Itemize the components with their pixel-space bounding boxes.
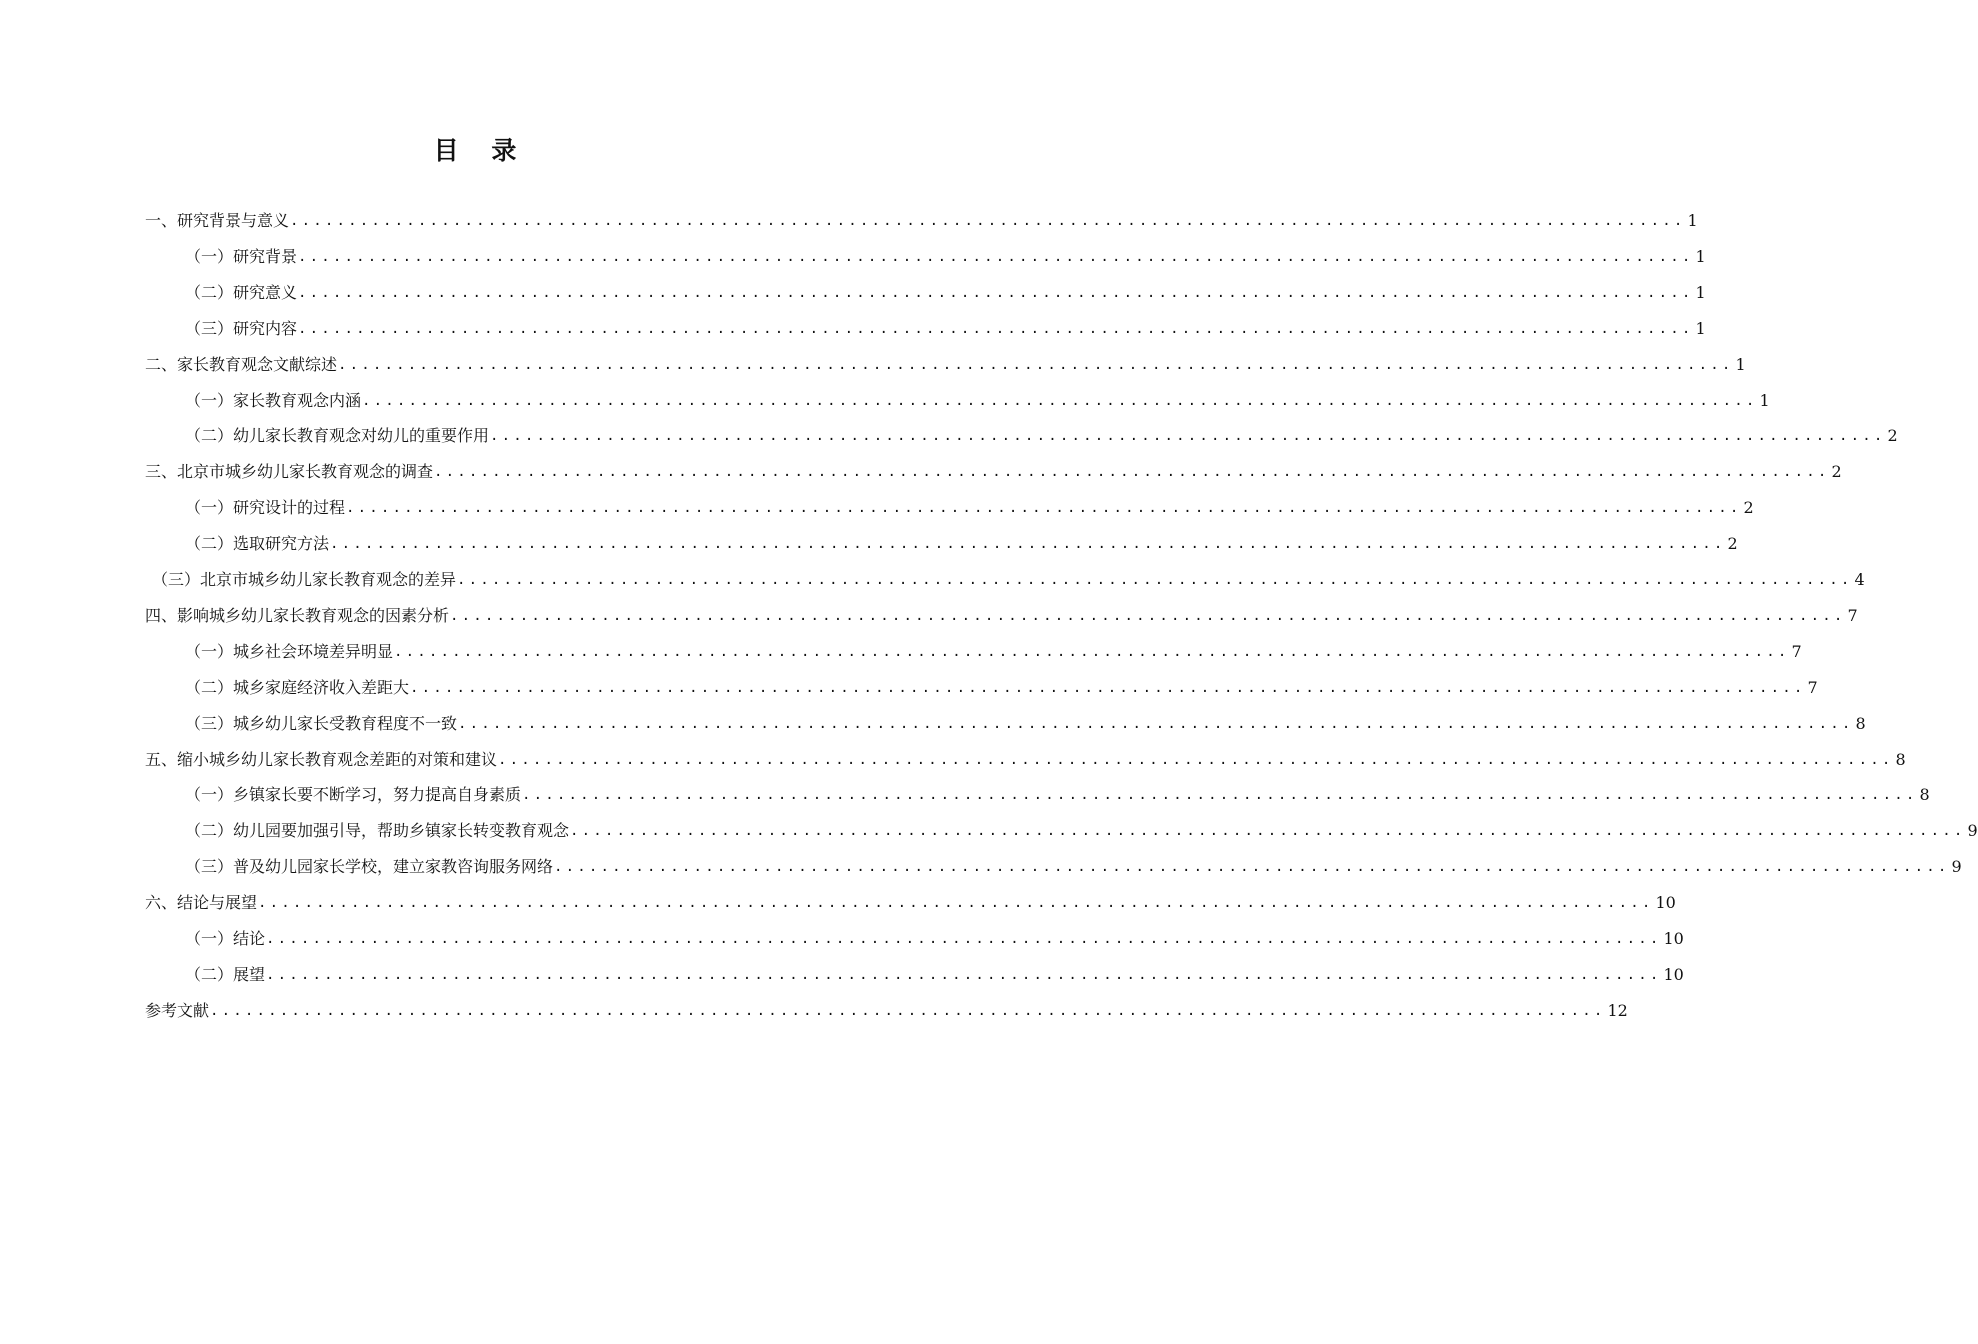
- toc-entry-title: （三）城乡幼儿家长受教育程度不一致: [185, 713, 458, 733]
- toc-entry-title: （二）展望: [185, 964, 266, 984]
- toc-entry-title: （二）研究意义: [185, 282, 298, 302]
- toc-entry-title: （二）城乡家庭经济收入差距大: [185, 677, 410, 697]
- toc-leader-dots: ........................................................................................................................: [338, 356, 1734, 373]
- toc-entry-title: 四、影响城乡幼儿家长教育观念的因素分析: [145, 605, 450, 625]
- toc-entry[interactable]: [185, 770, 1930, 806]
- toc-page-number: 2: [1743, 498, 1754, 518]
- toc-leader-dots: ........................................................................................................................: [410, 679, 1806, 696]
- page-title: 目 录: [433, 136, 529, 165]
- toc-entry[interactable]: [185, 376, 1770, 412]
- toc-entry-title: （一）城乡社会环境差异明显: [185, 641, 394, 661]
- toc-entry[interactable]: [185, 806, 1978, 842]
- toc-leader-dots: ........................................................................................................................: [258, 895, 1654, 912]
- toc-entry-title: （二）选取研究方法: [185, 534, 330, 554]
- toc-entry[interactable]: [145, 735, 1906, 771]
- toc-page-number: 10: [1663, 964, 1684, 984]
- toc-leader-dots: ........................................................................................................................: [266, 966, 1662, 983]
- toc-leader-dots: ........................................................................................................................: [210, 1002, 1606, 1019]
- toc-page-number: 9: [1951, 857, 1962, 877]
- toc-leader-dots: ........................................................................................................................: [330, 536, 1726, 553]
- toc-entry[interactable]: [145, 878, 1676, 914]
- toc-entry[interactable]: [185, 483, 1754, 519]
- toc-entry-title: （一）研究背景: [185, 246, 298, 266]
- toc-entry[interactable]: [185, 950, 1684, 986]
- toc-entry-title: （一）乡镇家长要不断学习，努力提高自身素质: [185, 785, 522, 805]
- toc-entry-title: 三、北京市城乡幼儿家长教育观念的调查: [145, 462, 434, 482]
- toc-page-number: 7: [1847, 605, 1858, 625]
- toc-leader-dots: ........................................................................................................................: [457, 572, 1853, 588]
- toc-page-number: 7: [1807, 677, 1818, 697]
- toc-entry[interactable]: [152, 555, 1865, 591]
- toc-entry[interactable]: [185, 268, 1706, 304]
- toc-leader-dots: ........................................................................................................................: [458, 715, 1854, 732]
- toc-leader-dots: ........................................................................................................................: [362, 392, 1758, 409]
- toc-entry[interactable]: [185, 304, 1706, 340]
- toc-entry-title: （三）研究内容: [185, 318, 298, 338]
- toc-entry[interactable]: [185, 842, 1962, 878]
- toc-entry-title: 六、结论与展望: [145, 893, 258, 913]
- toc-leader-dots: ........................................................................................................................: [298, 320, 1694, 337]
- toc-page-number: 1: [1735, 354, 1746, 374]
- toc-leader-dots: ........................................................................................................................: [450, 607, 1846, 624]
- toc-entry-title: （一）研究设计的过程: [185, 498, 346, 518]
- toc-leader-dots: ........................................................................................................................: [522, 787, 1918, 804]
- toc-entry[interactable]: [145, 591, 1858, 627]
- toc-page-number: 1: [1687, 211, 1698, 230]
- toc-page-number: 1: [1695, 246, 1706, 266]
- toc-leader-dots: ........................................................................................................................: [490, 428, 1886, 445]
- toc-page-number: 8: [1895, 749, 1906, 769]
- toc-leader-dots: ........................................................................................................................: [394, 643, 1790, 660]
- toc-entry[interactable]: [185, 627, 1802, 663]
- toc-entry[interactable]: [145, 447, 1842, 483]
- toc-page-number: 12: [1607, 1000, 1628, 1020]
- toc-page-number: 1: [1695, 282, 1706, 302]
- toc-leader-dots: ........................................................................................................................: [298, 248, 1694, 265]
- toc-entry[interactable]: [185, 699, 1866, 735]
- toc-page-number: 9: [1967, 821, 1978, 841]
- toc-entry[interactable]: [145, 986, 1628, 1022]
- toc-entry[interactable]: [145, 196, 1698, 232]
- toc-leader-dots: ........................................................................................................................: [290, 213, 1686, 229]
- toc-page-number: 8: [1855, 713, 1866, 733]
- toc-entry-title: 二、家长教育观念文献综述: [145, 354, 338, 374]
- toc-entry[interactable]: [185, 914, 1684, 950]
- toc-leader-dots: ........................................................................................................................: [570, 823, 1966, 840]
- toc-entry-title: （一）家长教育观念内涵: [185, 390, 362, 410]
- toc-entry-title: （二）幼儿家长教育观念对幼儿的重要作用: [185, 426, 490, 446]
- toc-leader-dots: ........................................................................................................................: [346, 500, 1742, 517]
- toc-page-number: 4: [1854, 570, 1865, 589]
- toc-entry[interactable]: [185, 232, 1706, 268]
- toc-leader-dots: ........................................................................................................................: [266, 931, 1662, 947]
- toc-entry-title: 参考文献: [145, 1000, 210, 1020]
- toc-entry-title: （三）北京市城乡幼儿家长教育观念的差异: [152, 570, 457, 589]
- toc-page-number: 2: [1727, 534, 1738, 554]
- toc-page-number: 1: [1759, 390, 1770, 410]
- toc-page-number: 1: [1695, 318, 1706, 338]
- toc-leader-dots: ........................................................................................................................: [298, 284, 1694, 301]
- toc-entry-title: （二）幼儿园要加强引导，帮助乡镇家长转变教育观念: [185, 821, 570, 841]
- toc-page-number: 10: [1655, 893, 1676, 913]
- toc-entry[interactable]: [185, 663, 1818, 699]
- toc-page-number: 10: [1663, 929, 1684, 948]
- toc-entry-title: 一、研究背景与意义: [145, 211, 290, 230]
- toc-leader-dots: ........................................................................................................................: [498, 751, 1894, 768]
- toc-entry-title: （三）普及幼儿园家长学校，建立家教咨询服务网络: [185, 857, 554, 877]
- toc-leader-dots: ........................................................................................................................: [434, 464, 1830, 481]
- toc-entry-title: 五、缩小城乡幼儿家长教育观念差距的对策和建议: [145, 749, 498, 769]
- toc-page-number: 8: [1919, 785, 1930, 805]
- toc-entry-title: （一）结论: [185, 929, 266, 948]
- toc-page-number: 7: [1791, 641, 1802, 661]
- toc-entry[interactable]: [185, 519, 1738, 555]
- toc-entry[interactable]: [145, 340, 1746, 376]
- toc-entry[interactable]: [185, 411, 1898, 447]
- toc-leader-dots: ........................................................................................................................: [554, 859, 1950, 876]
- toc-page-number: 2: [1831, 462, 1842, 482]
- toc-page-number: 2: [1887, 426, 1898, 446]
